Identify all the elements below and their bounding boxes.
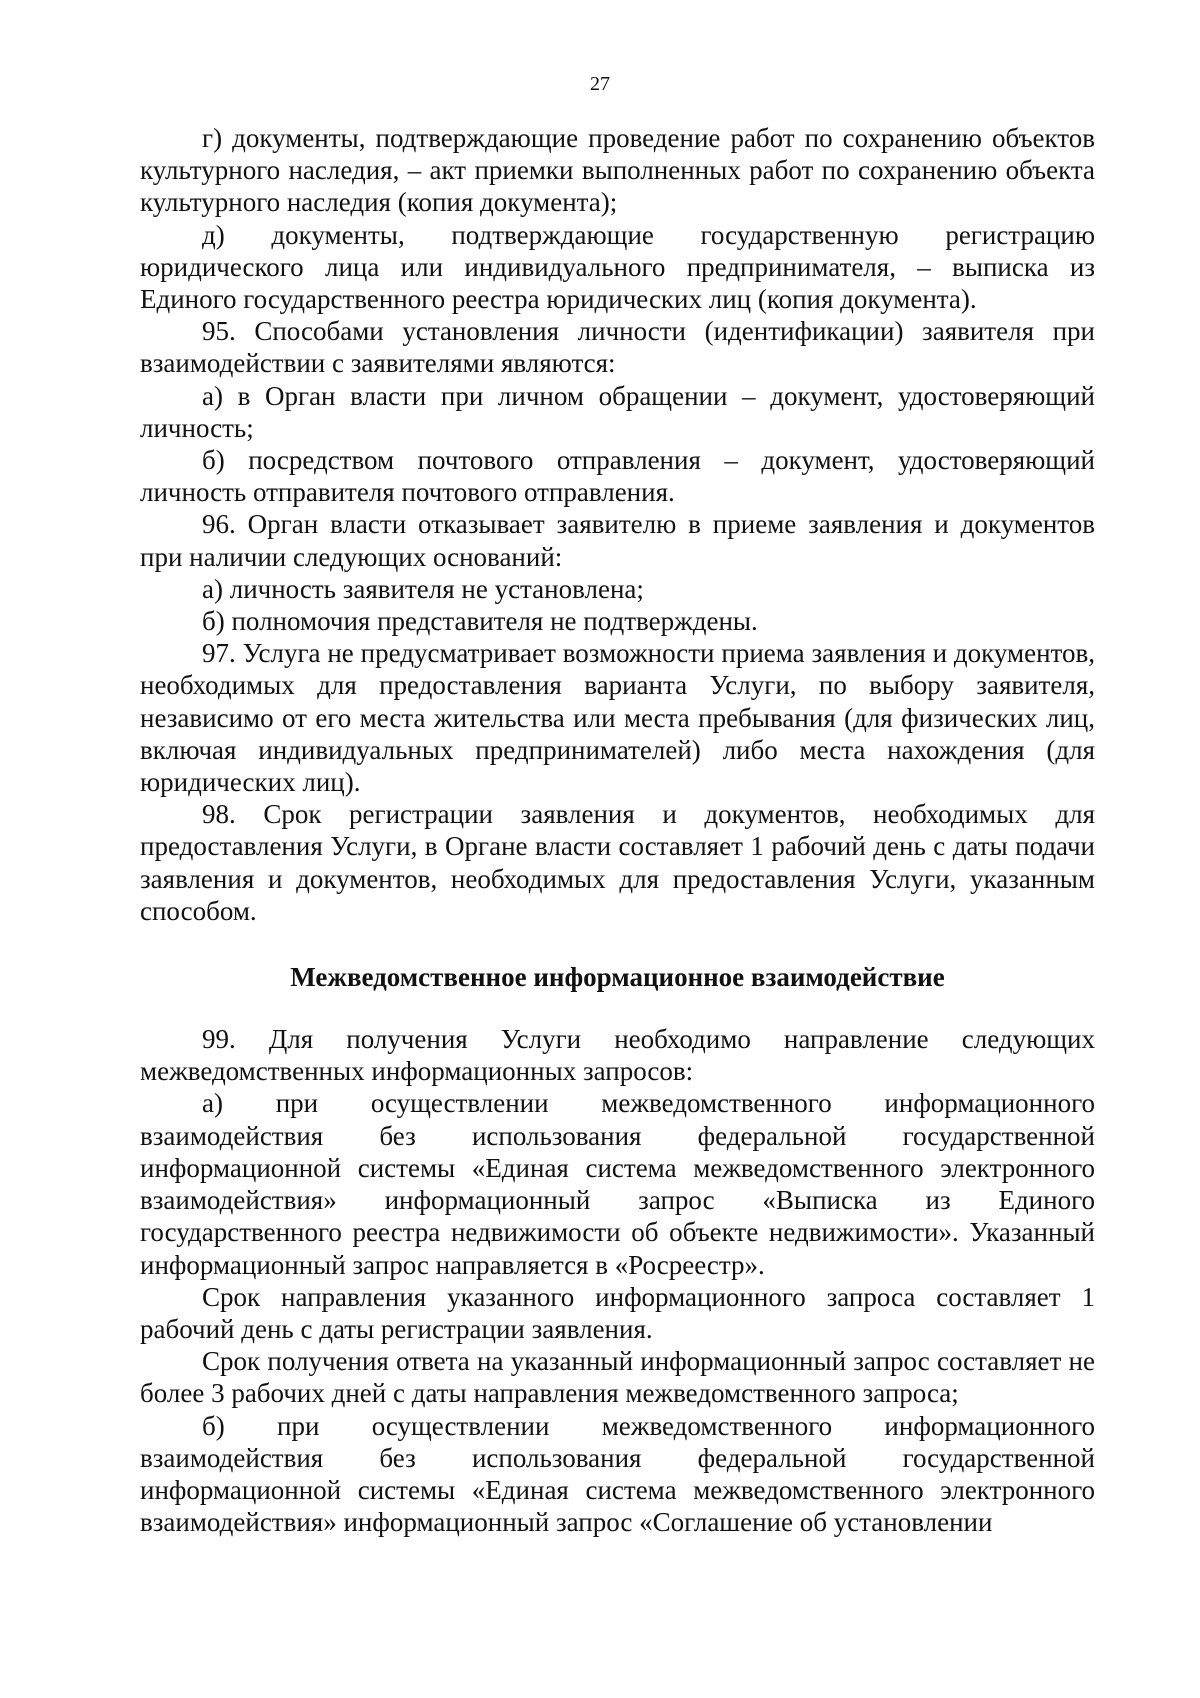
section-heading: Межведомственное информационное взаимодействие bbox=[290, 962, 945, 993]
paragraph-95-b-postal: б) посредством почтового отправления – документ, удостоверяющий личность отправителя почтового отправления. bbox=[140, 445, 1095, 508]
page-number: 27 bbox=[590, 73, 610, 95]
paragraph-95-a-personal-visit: а) в Орган власти при личном обращении – документ, удостоверяющий личность; bbox=[140, 380, 1095, 443]
paragraph-99-a-rosreestr-request: а) при осуществлении межведомственного информационного взаимодействия без использования федеральной государственной информационной системы «Единая система межведомственного электронного взаимодействия» информационный запрос «Выписка из Единого государственного реестра недвижимости об объекте недвижимости». Указанный информационный запрос направляется в «Росреестр». bbox=[140, 1088, 1095, 1280]
paragraph-99-interagency-requests: 99. Для получения Услуги необходимо направление следующих межведомственных информационных запросов: bbox=[140, 1024, 1095, 1087]
paragraph-96-refusal: 96. Орган власти отказывает заявителю в приеме заявления и документов при наличии следующих оснований: bbox=[140, 509, 1095, 572]
paragraph-97-no-extraterritorial: 97. Услуга не предусматривает возможности приема заявления и документов, необходимых для предоставления варианта Услуги, по выбору заявителя, независимо от его места жительства или места пребывания (для физических лиц, включая индивидуальных предпринимателей) либо места нахождения (для юридических лиц). bbox=[140, 638, 1095, 798]
paragraph-g-cultural-heritage-docs: г) документы, подтверждающие проведение работ по сохранению объектов культурного наследия, – акт приемки выполненных работ по сохранению объекта культурного наследия (копия документа); bbox=[140, 123, 1095, 218]
paragraph-98-registration-term: 98. Срок регистрации заявления и документов, необходимых для предоставления Услуги, в Органе власти составляет 1 рабочий день с даты подачи заявления и документов, необходимых для предоставления Услуги, указанным способом. bbox=[140, 799, 1095, 926]
document-body bbox=[140, 122, 1095, 1538]
paragraph-96-a: а) личность заявителя не установлена; bbox=[202, 573, 644, 604]
paragraph-response-term: Срок получения ответа на указанный информационный запрос составляет не более 3 рабочих дней с даты направления межведомственного запроса; bbox=[140, 1346, 1095, 1409]
paragraph-99-b-agreement-request: б) при осуществлении межведомственного информационного взаимодействия без использования федеральной государственной информационной системы «Единая система межведомственного электронного взаимодействия» информационный запрос «Соглашение об установлении bbox=[140, 1410, 1095, 1538]
paragraph-95-identification: 95. Способами установления личности (идентификации) заявителя при взаимодействии с заявителями являются: bbox=[140, 316, 1095, 379]
paragraph-request-send-term: Срок направления указанного информационного запроса составляет 1 рабочий день с даты регистрации заявления. bbox=[140, 1281, 1095, 1344]
paragraph-d-registration-docs: д) документы, подтверждающие государственную регистрацию юридического лица или индивидуального предпринимателя, – выписка из Единого государственного реестра юридических лиц (копия документа). bbox=[140, 219, 1095, 315]
paragraph-96-b: б) полномочия представителя не подтверждены. bbox=[202, 606, 758, 637]
